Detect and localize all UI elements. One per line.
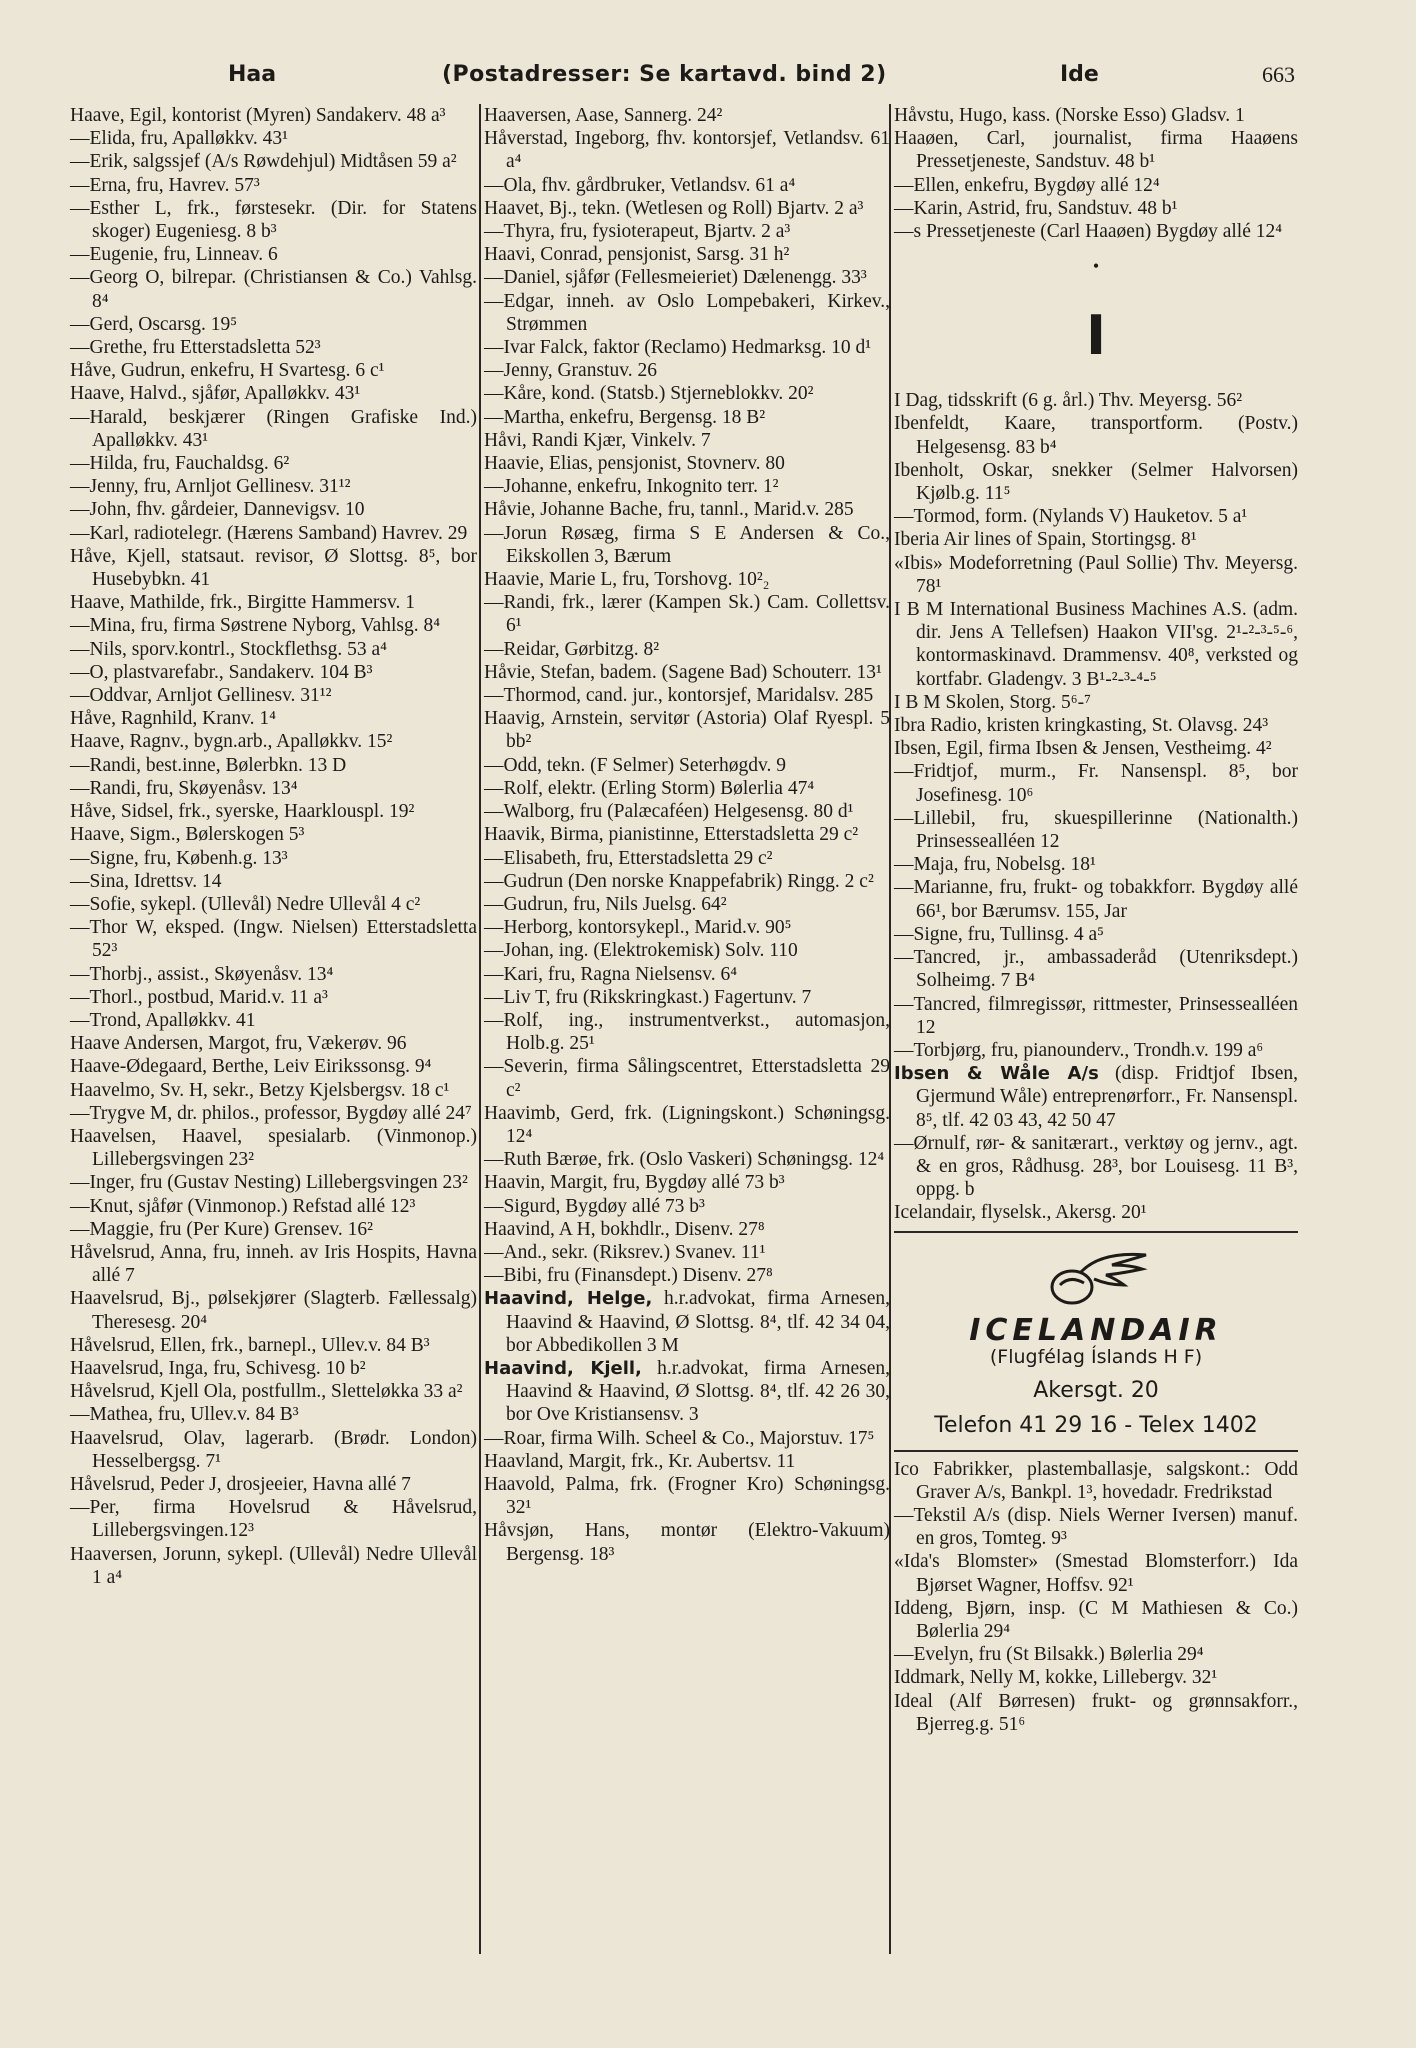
directory-entry: —Maggie, fru (Per Kure) Grensev. 16² xyxy=(70,1218,373,1240)
directory-entry: —Thorl., postbud, Marid.v. 11 a³ xyxy=(70,986,328,1008)
directory-entry: —Erik, salgssjef (A/s Røwdehjul) Midtåsen 59 a² xyxy=(70,151,457,173)
entry-bold-name: Ibsen & Wåle A/s xyxy=(894,1063,1099,1085)
directory-entry: —John, fhv. gårdeier, Dannevigsv. 10 xyxy=(70,499,365,521)
directory-entry: Haavig, Arnstein, servitør (Astoria) Olaf Ryespl. 5 bb² xyxy=(484,708,890,753)
directory-entry: I B M Skolen, Storg. 5⁶‐⁷ xyxy=(894,691,1091,713)
column-divider xyxy=(479,104,481,1954)
directory-entry: —Signe, fru, Københ.g. 13³ xyxy=(70,847,288,869)
directory-entry: —Randi, best.inne, Bølerbkn. 13 D xyxy=(70,754,347,776)
directory-entry: Håvie, Johanne Bache, fru, tannl., Marid.v. 285 xyxy=(484,499,854,521)
column-1 xyxy=(70,104,477,1589)
directory-entry: —Ola, fhv. gårdbruker, Vetlandsv. 61 a⁴ xyxy=(484,174,796,196)
directory-entry: —Trond, Apalløkkv. 41 xyxy=(70,1009,256,1031)
directory-entry: —Eugenie, fru, Linneav. 6 xyxy=(70,244,278,266)
directory-entry: Haavelmo, Sv. H, sekr., Betzy Kjelsbergsv. 18 c¹ xyxy=(70,1079,450,1101)
directory-entry: Haaøen, Carl, journalist, firma Haaøens Pressetjeneste, Sandstuv. 48 b¹ xyxy=(894,128,1298,173)
directory-entry: Haavelsen, Haavel, spesialarb. (Vinmonop.) Lillebergsvingen 23² xyxy=(70,1125,477,1171)
directory-entry: I Dag, tidsskrift (6 g. årl.) Thv. Meyersg. 56² xyxy=(894,390,1243,412)
directory-entry: Håvelsrud, Kjell Ola, postfullm., Sletteløkka 33 a² xyxy=(70,1381,463,1403)
directory-entry: Iddmark, Nelly M, kokke, Lillebergv. 32¹ xyxy=(894,1667,1218,1689)
ad-telephone: Telefon 41 29 16 - Telex 1402 xyxy=(934,1413,1258,1439)
directory-entry: —Bibi, fru (Finansdept.) Disenv. 27⁸ xyxy=(484,1265,773,1287)
directory-entry: Ibra Radio, kristen kringkasting, St. Olavsg. 24³ xyxy=(894,715,1269,737)
directory-entry: Ibenholt, Oskar, snekker (Selmer Halvorsen) Kjølb.g. 11⁵ xyxy=(894,459,1298,505)
directory-entry: —Johan, ing. (Elektrokemisk) Solv. 110 xyxy=(484,940,798,962)
directory-entry: —Kari, fru, Ragna Nielsensv. 6⁴ xyxy=(484,963,738,985)
directory-entry: Håve, Kjell, statsaut. revisor, Ø Slottsg. 8⁵, bor Husebybkn. 41 xyxy=(70,545,477,591)
directory-entry: —Tormod, form. (Nylands V) Hauketov. 5 a¹ xyxy=(894,506,1248,528)
directory-entry: Haavi, Conrad, pensjonist, Sarsg. 31 h² xyxy=(484,244,790,266)
directory-entry xyxy=(484,1357,890,1427)
page-header xyxy=(70,62,1310,96)
directory-entry: —Erna, fru, Havrev. 57³ xyxy=(70,174,260,196)
directory-entry: —Thormod, cand. jur., kontorsjef, Maridalsv. 285 xyxy=(484,685,874,707)
directory-entry: —Gudrun (Den norske Knappefabrik) Ringg. 2 c² xyxy=(484,870,874,892)
column-2 xyxy=(484,104,890,1566)
header-left-guide-word: Haa xyxy=(228,62,277,87)
directory-entry: —Harald, beskjærer (Ringen Grafiske Ind.) Apalløkkv. 43¹ xyxy=(70,406,477,451)
directory-entry: Haavin, Margit, fru, Bygdøy allé 73 b³ xyxy=(484,1172,785,1194)
directory-entry: —Signe, fru, Tullinsg. 4 a⁵ xyxy=(894,923,1104,945)
directory-entry: —Ellen, enkefru, Bygdøy allé 12⁴ xyxy=(894,174,1160,196)
directory-entry: —Oddvar, Arnljot Gellinesv. 31¹² xyxy=(70,685,332,707)
directory-entry: —Tancred, filmregissør, rittmester, Prinsessealléen 12 xyxy=(894,993,1298,1038)
directory-entry: Haavelsrud, Bj., pølsekjører (Slagterb. Fællessalg) Theresesg. 20⁴ xyxy=(70,1288,477,1333)
separator-dot: • xyxy=(1092,256,1100,277)
directory-entry: Håvstu, Hugo, kass. (Norske Esso) Gladsv. 1 xyxy=(894,105,1245,126)
directory-entry: —Ruth Bærøe, frk. (Oslo Vaskeri) Schøningsg. 12⁴ xyxy=(484,1149,885,1171)
directory-entry: Haave, Mathilde, frk., Birgitte Hammersv. 1 xyxy=(70,592,415,614)
directory-entry: Haave, Egil, kontorist (Myren) Sandakerv. 48 a³ xyxy=(70,105,446,126)
directory-entry: —Marianne, fru, frukt- og tobakkforr. Bygdøy allé 66¹, bor Bærumsv. 155, Jar xyxy=(894,877,1298,922)
directory-entry: —Nils, sporv.kontrl., Stockflethsg. 53 a⁴ xyxy=(70,638,387,660)
directory-entry: —Daniel, sjåfør (Fellesmeieriet) Dælenengg. 33³ xyxy=(484,267,867,289)
directory-entry: —Karl, radiotelegr. (Hærens Samband) Havrev. 29 xyxy=(70,522,468,544)
directory-entry: Haave-Ødegaard, Berthe, Leiv Eirikssonsg. 9⁴ xyxy=(70,1056,432,1078)
directory-entry: Håve, Ragnhild, Kranv. 1⁴ xyxy=(70,708,276,730)
directory-entry: «Ibis» Modeforretning (Paul Sollie) Thv. Meyersg. 78¹ xyxy=(894,552,1298,597)
directory-entry: —Karin, Astrid, fru, Sandstuv. 48 b¹ xyxy=(894,197,1178,219)
directory-entry: —Maja, fru, Nobelsg. 18¹ xyxy=(894,854,1096,876)
directory-entry: —Esther L, frk., førstesekr. (Dir. for Statens skoger) Eugeniesg. 8 b³ xyxy=(70,197,477,243)
directory-entry: —Rolf, ing., instrumentverkst., automasjon, Holb.g. 25¹ xyxy=(484,1009,890,1055)
directory-entry: —Tekstil A/s (disp. Niels Werner Iversen) manuf. en gros, Tomteg. 9³ xyxy=(894,1504,1298,1550)
directory-entry xyxy=(484,1287,890,1357)
directory-entry: —And., sekr. (Riksrev.) Svanev. 11¹ xyxy=(484,1241,766,1263)
directory-entry: —Herborg, kontorsykepl., Marid.v. 90⁵ xyxy=(484,917,792,939)
directory-entry: «Ida's Blomster» (Smestad Blomsterforr.) Ida Bjørset Wagner, Hoffsv. 92¹ xyxy=(894,1551,1298,1596)
directory-entry: Haavelsrud, Inga, fru, Schivesg. 10 b² xyxy=(70,1357,366,1379)
directory-entry: —Edgar, inneh. av Oslo Lompebakeri, Kirkev., Strømmen xyxy=(484,290,890,335)
directory-entry: Haavind, A H, bokhdlr., Disenv. 27⁸ xyxy=(484,1218,765,1240)
directory-entry: —Ivar Falck, faktor (Reclamo) Hedmarksg. 10 d¹ xyxy=(484,337,872,359)
directory-entry: —Hilda, fru, Fauchaldsg. 6² xyxy=(70,453,290,475)
directory-entry: Haave, Sigm., Bølerskogen 5³ xyxy=(70,824,305,846)
directory-entry: Haave Andersen, Margot, fru, Vækerøv. 96 xyxy=(70,1033,407,1055)
directory-entry: —Walborg, fru (Palæcaféen) Helgesensg. 80 d¹ xyxy=(484,801,854,823)
directory-entry: Haavimb, Gerd, frk. (Ligningskont.) Schøningsg. 12⁴ xyxy=(484,1102,890,1147)
directory-entry: —Jorun Røsæg, firma S E Andersen & Co., Eikskollen 3, Bærum xyxy=(484,522,890,567)
directory-entry: —Trygve M, dr. philos., professor, Bygdøy allé 24⁷ xyxy=(70,1102,472,1124)
ad-address: Akersgt. 20 xyxy=(1033,1378,1159,1404)
entry-details: h.r.advokat, firma Arnesen, Haavind & Haavind, Ø Slottsg. 8⁴, tlf. 42 34 04, bor Abbedikollen 3 M xyxy=(506,1288,890,1356)
directory-entry: —Johanne, enkefru, Inkognito terr. 1² xyxy=(484,476,779,498)
directory-entry: —Jenny, Granstuv. 26 xyxy=(484,360,657,382)
directory-entry: —Randi, frk., lærer (Kampen Sk.) Cam. Collettsv. 6¹ xyxy=(484,592,890,637)
directory-entry: —Sina, Idrettsv. 14 xyxy=(70,870,222,892)
header-right-guide-word: Ide xyxy=(1060,62,1099,87)
directory-entry: Ibsen, Egil, firma Ibsen & Jensen, Vestheimg. 4² xyxy=(894,738,1272,760)
directory-entry: —Lillebil, fru, skuespillerinne (Nationalth.) Prinsessealléen 12 xyxy=(894,807,1298,853)
directory-entry: —Gudrun, fru, Nils Juelsg. 64² xyxy=(484,893,727,915)
ad-top-rule xyxy=(894,1231,1298,1233)
directory-entry: Håvelsrud, Anna, fru, inneh. av Iris Hospits, Havna allé 7 xyxy=(70,1241,477,1287)
directory-entry: Haaversen, Jorunn, sykepl. (Ullevål) Nedre Ullevål 1 a⁴ xyxy=(70,1543,477,1588)
ad-subtitle: (Flugfélag Íslands H F) xyxy=(989,1345,1203,1368)
directory-entry: Håvi, Randi Kjær, Vinkelv. 7 xyxy=(484,429,711,451)
directory-entry: —Thyra, fru, fysioterapeut, Bjartv. 2 a³ xyxy=(484,221,791,243)
entry-bold-name: Haavind, Helge, xyxy=(484,1288,653,1310)
directory-entry: —Evelyn, fru (St Bilsakk.) Bølerlia 29⁴ xyxy=(894,1644,1204,1666)
directory-entry: —Georg O, bilrepar. (Christiansen & Co.) Vahlsg. 8⁴ xyxy=(70,267,477,312)
directory-entry: —Reidar, Gørbitzg. 8² xyxy=(484,638,660,660)
directory-entry: Haave, Ragnv., bygn.arb., Apalløkkv. 15² xyxy=(70,731,393,753)
directory-entry: —Jenny, fru, Arnljot Gellinesv. 31¹² xyxy=(70,476,351,498)
directory-entry: Ibenfeldt, Kaare, transportform. (Postv.) Helgesensg. 83 b⁴ xyxy=(894,413,1298,458)
directory-entry: Haavie, Marie L, fru, Torshovg. 10²₂ xyxy=(484,569,770,591)
directory-entry: —Odd, tekn. (F Selmer) Seterhøgdv. 9 xyxy=(484,754,787,776)
directory-entry: —Knut, sjåfør (Vinmonop.) Refstad allé 12³ xyxy=(70,1195,416,1217)
ad-bottom-rule xyxy=(894,1450,1298,1452)
directory-entry: —Rolf, elektr. (Erling Storm) Bølerlia 47⁴ xyxy=(484,777,815,799)
directory-entry: Iddeng, Bjørn, insp. (C M Mathiesen & Co.) Bølerlia 29⁴ xyxy=(894,1597,1298,1642)
directory-entry: —Fridtjof, murm., Fr. Nansenspl. 8⁵, bor Josefinesg. 10⁶ xyxy=(894,761,1298,806)
directory-entry xyxy=(894,1062,1298,1132)
directory-entry: —Roar, firma Wilh. Scheel & Co., Majorstuv. 17⁵ xyxy=(484,1427,875,1449)
directory-entry: Håve, Sidsel, frk., syerske, Haarklouspl. 19² xyxy=(70,801,415,823)
directory-entry: —Randi, fru, Skøyenåsv. 13⁴ xyxy=(70,777,298,799)
directory-entry: —Thorbj., assist., Skøyenåsv. 13⁴ xyxy=(70,963,334,985)
directory-entry: Håvelsrud, Peder J, drosjeeier, Havna allé 7 xyxy=(70,1473,411,1495)
winged-horse-logo-icon xyxy=(1036,1249,1156,1311)
directory-entry: Ico Fabrikker, plastemballasje, salgskont.: Odd Graver A/s, Bankpl. 1³, hovedadr. Fredrikstad xyxy=(894,1458,1298,1503)
directory-entry: Haave, Halvd., sjåfør, Apalløkkv. 43¹ xyxy=(70,383,361,405)
directory-entry: —Tancred, jr., ambassaderåd (Utenriksdept.) Solheimg. 7 B⁴ xyxy=(894,947,1298,992)
directory-entry: —Per, firma Hovelsrud & Håvelsrud, Lillebergsvingen.12³ xyxy=(70,1497,477,1542)
entry-details: (disp. Fridtjof Ibsen, Gjermund Wåle) entreprenørforr., Fr. Nansenspl. 8⁵, tlf. 42 03 43, 42 50 47 xyxy=(916,1063,1298,1131)
directory-entry: —Gerd, Oscarsg. 19⁵ xyxy=(70,313,238,335)
directory-entry: Håvie, Stefan, badem. (Sagene Bad) Schouterr. 13¹ xyxy=(484,661,882,683)
directory-entry: Håvsjøn, Hans, montør (Elektro-Vakuum) Bergensg. 18³ xyxy=(484,1520,890,1565)
entry-details: h.r.advokat, firma Arnesen, Haavind & Haavind, Ø Slottsg. 8⁴, tlf. 42 26 30, bor Ove Kristiansensv. 3 xyxy=(506,1357,890,1426)
directory-entry: —Martha, enkefru, Bergensg. 18 B² xyxy=(484,406,766,428)
column-3-entries-haa xyxy=(894,104,1298,243)
directory-entry: —Severin, firma Sålingscentret, Etterstadsletta 29 c² xyxy=(484,1056,890,1101)
directory-entry: Haaversen, Aase, Sannerg. 24² xyxy=(484,105,723,126)
directory-entry: Haavet, Bj., tekn. (Wetlesen og Roll) Bjartv. 2 a³ xyxy=(484,197,864,219)
directory-entry: Icelandair, flyselsk., Akersg. 20¹ xyxy=(894,1202,1147,1224)
directory-entry: Haavik, Birma, pianistinne, Etterstadsletta 29 c² xyxy=(484,824,859,846)
directory-entry: —Torbjørg, fru, pianounderv., Trondh.v. 199 a⁶ xyxy=(894,1039,1264,1061)
directory-entry: —s Pressetjeneste (Carl Haaøen) Bygdøy allé 12⁴ xyxy=(894,221,1283,243)
section-letter: I xyxy=(1085,304,1107,368)
directory-entry: Håve, Gudrun, enkefru, H Svartesg. 6 c¹ xyxy=(70,360,385,382)
directory-entry: —Liv T, fru (Rikskringkast.) Fagertunv. 7 xyxy=(484,986,812,1008)
directory-entry: —Elida, fru, Apalløkkv. 43¹ xyxy=(70,128,288,150)
icelandair-advertisement xyxy=(894,1239,1298,1444)
entry-bold-name: Haavind, Kjell, xyxy=(484,1357,642,1379)
directory-entry: —Ørnulf, rør- & sanitærart., verktøy og jernv., agt. & en gros, Rådhusg. 28³, bor Louisesg. 11 B³, oppg. b xyxy=(894,1132,1298,1201)
directory-entry: Haavland, Margit, frk., Kr. Aubertsv. 11 xyxy=(484,1450,796,1472)
ad-brand-name: ICELANDAIR xyxy=(969,1312,1223,1348)
directory-entry: —Elisabeth, fru, Etterstadsletta 29 c² xyxy=(484,847,773,869)
column-3-entries-ico xyxy=(894,1458,1298,1736)
directory-entry: Ideal (Alf Børresen) frukt- og grønnsakforr., Bjerreg.g. 51⁶ xyxy=(894,1690,1298,1735)
directory-entry: Haavelsrud, Olav, lagerarb. (Brødr. London) Hesselbergsg. 7¹ xyxy=(70,1427,477,1472)
directory-entry: Haavie, Elias, pensjonist, Stovnerv. 80 xyxy=(484,453,785,475)
header-postal-note: (Postadresser: Se kartavd. bind 2) xyxy=(442,62,887,87)
page-number: 663 xyxy=(1262,62,1295,87)
directory-entry: —Inger, fru (Gustav Nesting) Lillebergsvingen 23² xyxy=(70,1172,468,1194)
directory-entry: —Mathea, fru, Ullev.v. 84 B³ xyxy=(70,1404,299,1426)
column-3-entries-i xyxy=(894,389,1298,1224)
directory-entry: Håverstad, Ingeborg, fhv. kontorsjef, Vetlandsv. 61 a⁴ xyxy=(484,128,890,173)
directory-entry: Håvelsrud, Ellen, frk., barnepl., Ullev.v. 84 B³ xyxy=(70,1334,430,1356)
directory-entry: —Kåre, kond. (Statsb.) Stjerneblokkv. 20² xyxy=(484,383,814,405)
directory-entry: —Mina, fru, firma Søstrene Nyborg, Vahlsg. 8⁴ xyxy=(70,615,441,637)
column-3 xyxy=(894,104,1298,1736)
directory-entry: Haavold, Palma, frk. (Frogner Kro) Schøningsg. 32¹ xyxy=(484,1473,890,1519)
directory-entry: I B M International Business Machines A.S. (adm. dir. Jens A Tellefsen) Haakon VII'sg. 2¹‐²‐³‐⁵‐⁶, kontormaskinavd. Drammensv. 40⁸, verksted og kortfabr. Gladengv. 3 B¹‐²‐³‐⁴‐⁵ xyxy=(894,599,1298,690)
directory-entry: Iberia Air lines of Spain, Stortingsg. 8¹ xyxy=(894,529,1197,551)
directory-entry: —Grethe, fru Etterstadsletta 52³ xyxy=(70,337,321,359)
directory-entry: —O, plastvarefabr., Sandakerv. 104 B³ xyxy=(70,661,373,683)
directory-entry: —Sofie, sykepl. (Ullevål) Nedre Ullevål 4 c² xyxy=(70,893,421,915)
directory-entry: —Thor W, eksped. (Ingw. Nielsen) Etterstadsletta 52³ xyxy=(70,917,477,962)
directory-entry: —Sigurd, Bygdøy allé 73 b³ xyxy=(484,1195,705,1217)
